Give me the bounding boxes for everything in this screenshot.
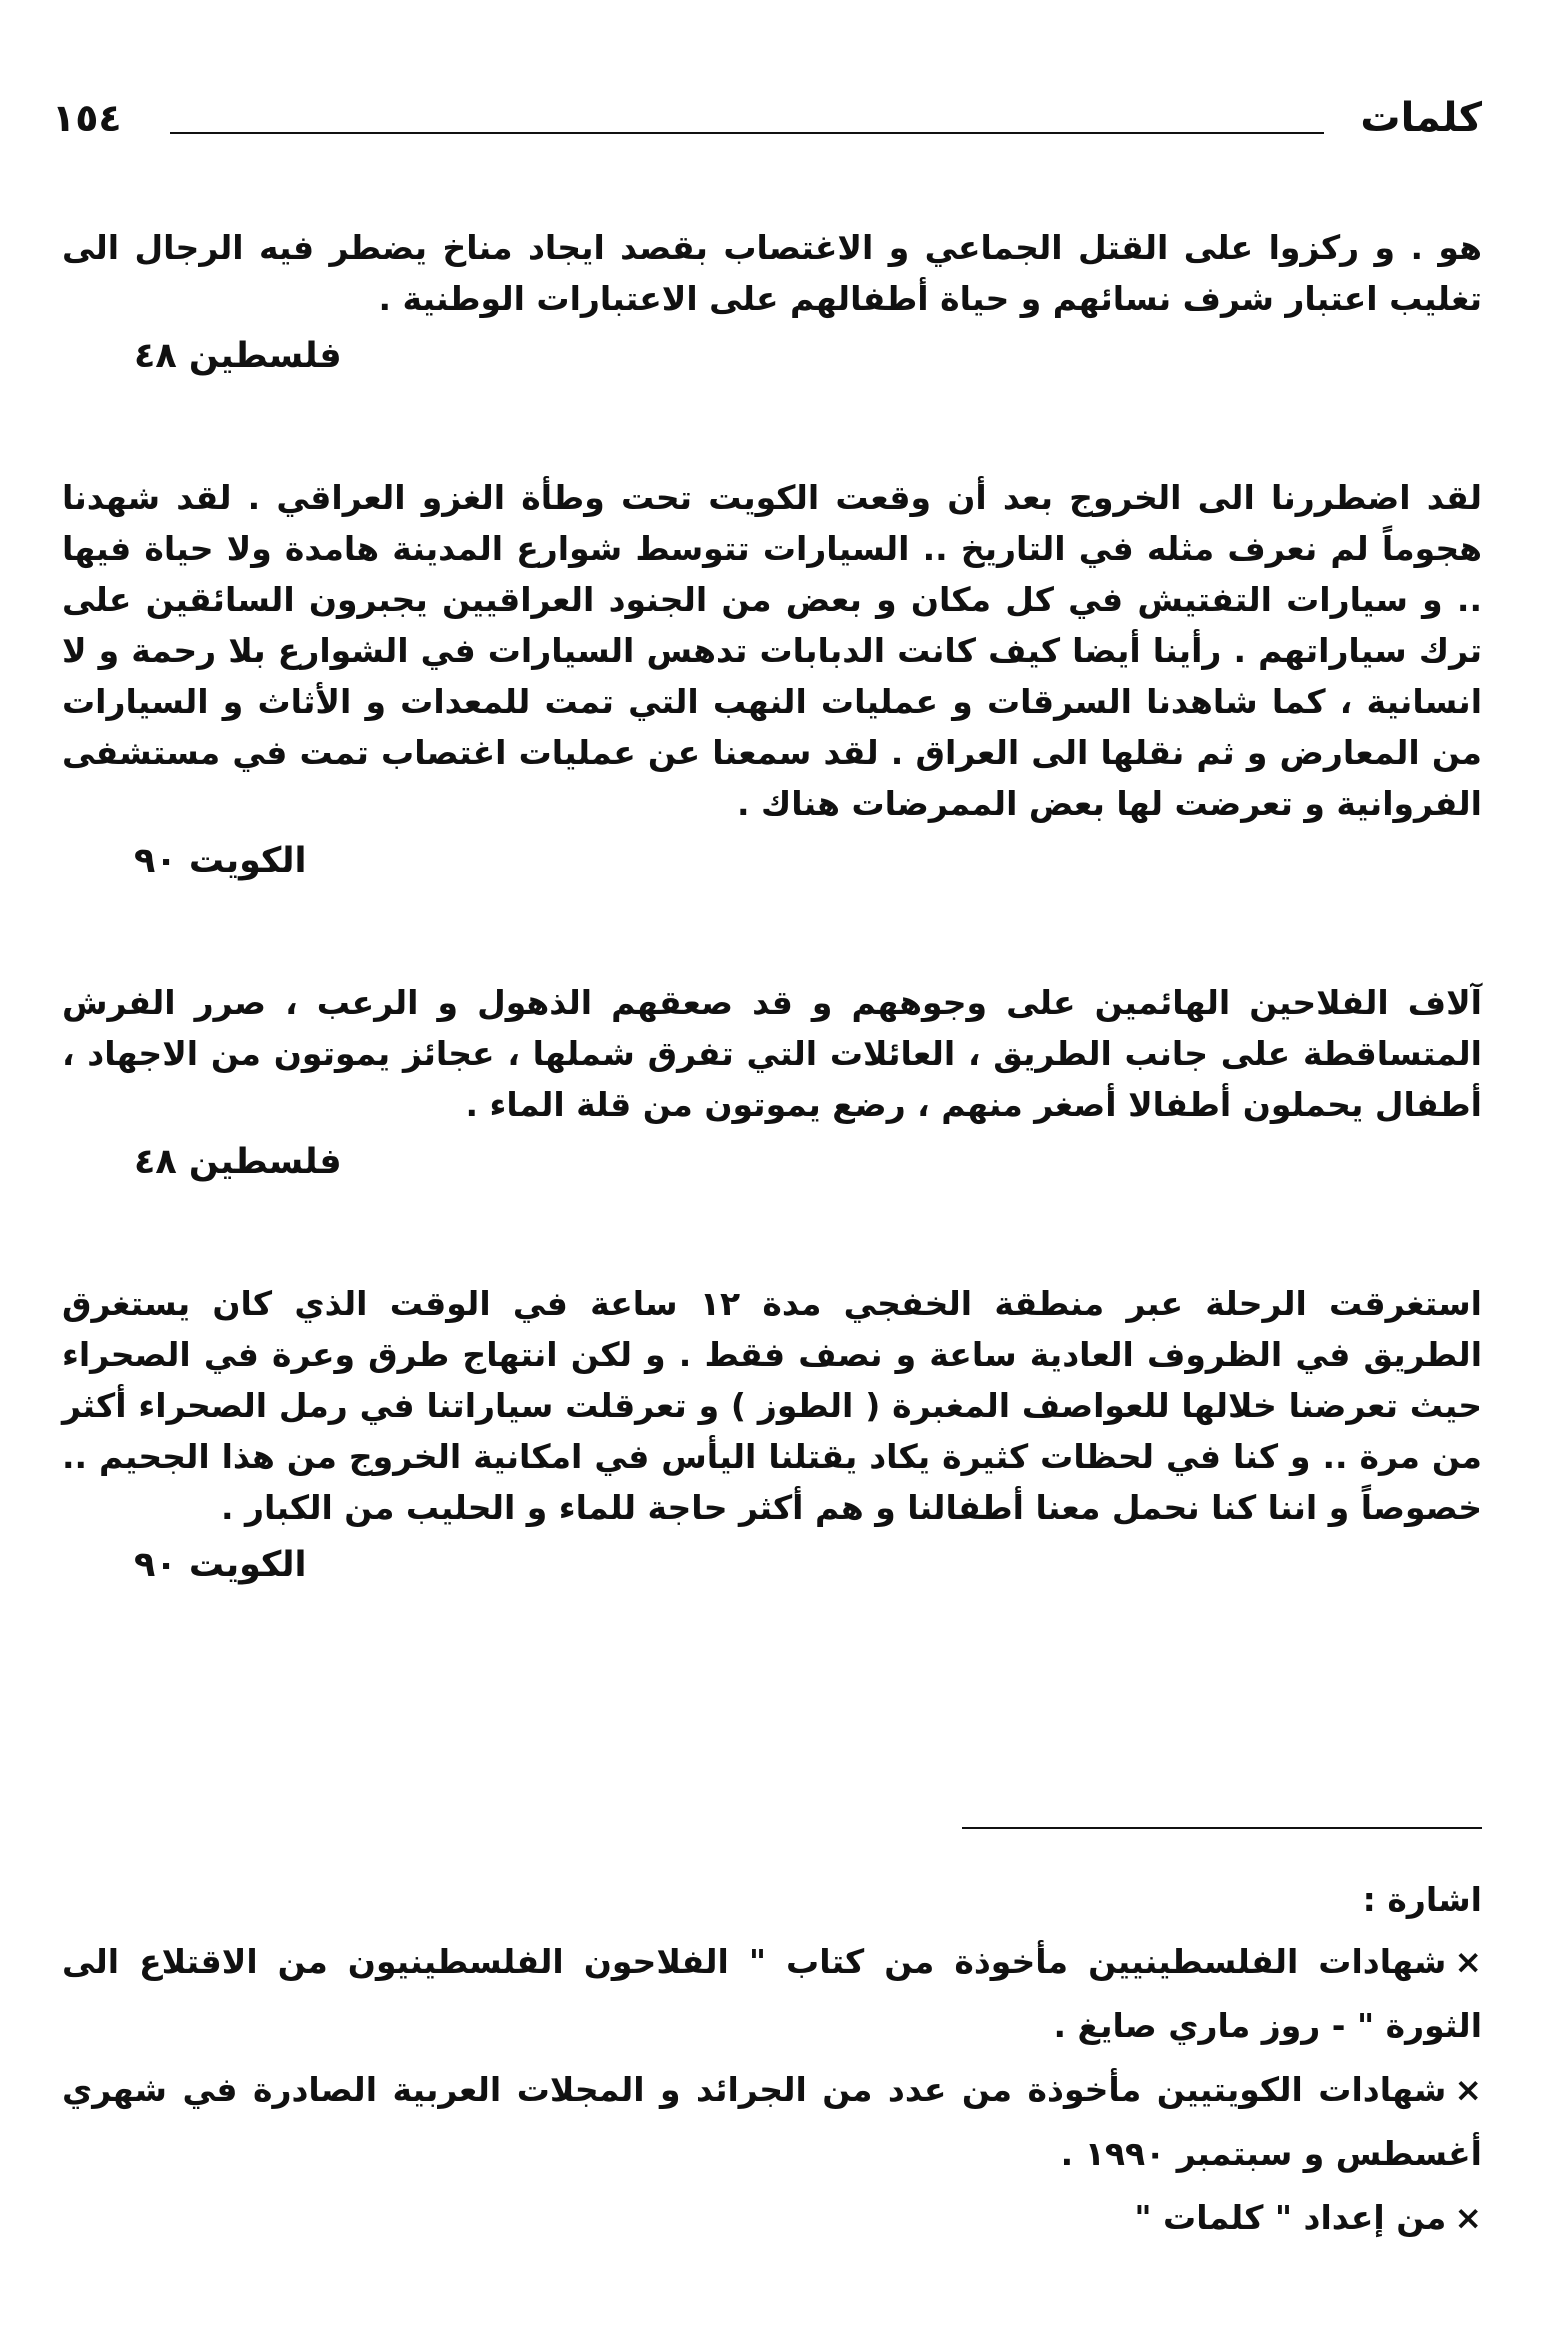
footnote-item [62, 1930, 1482, 2058]
testimony-paragraph: لقد اضطررنا الى الخروج بعد أن وقعت الكويت تحت وطأة الغزو العراقي . لقد شهدنا هجوماً لم نعرف مثله في التاريخ .. السيارات تتوسط شوارع المدينة هامدة ولا حياة فيها .. و سيارات التفتيش في كل مكان و بعض من الجنود العراقيين يجبرون السائقين على ترك سياراتهم . رأينا أيضا كيف كانت الدبابات تدهس السيارات في الشوارع بلا رحمة و لا انسانية ، كما شاهدنا السرقات و عمليات النهب التي تمت للمعدات و الأثاث و السيارات من المعارض و ثم نقلها الى العراق . لقد سمعنا عن عمليات اغتصاب تمت في مستشفى الفروانية و تعرضت لها بعض الممرضات هناك . [62, 478, 1482, 823]
footnote-rule [962, 1827, 1482, 1829]
page-header [52, 92, 1482, 152]
header-rule [170, 132, 1324, 134]
testimony-source: الكويت ٩٠ [134, 841, 307, 881]
bullet-icon: × [1454, 1942, 1482, 1981]
bullet-icon: × [1454, 2070, 1482, 2109]
page-number: ١٥٤ [52, 96, 122, 140]
testimony-source: فلسطين ٤٨ [134, 1142, 342, 1182]
footnote-text: من إعداد " كلمات " [1134, 2198, 1447, 2237]
footnote-text: شهادات الكويتيين مأخوذة من عدد من الجرائد و المجلات العربية الصادرة في شهري أغسطس و سبتمبر ١٩٩٠ . [62, 2070, 1482, 2173]
testimony-paragraph: استغرقت الرحلة عبر منطقة الخفجي مدة ١٢ ساعة في الوقت الذي كان يستغرق الطريق في الظروف العادية ساعة و نصف فقط . و لكن انتهاج طرق وعرة في الصحراء حيث تعرضنا خلالها للعواصف المغبرة ( الطوز ) و تعرقلت سياراتنا في رمل الصحراء أكثر من مرة .. و كنا في لحظات كثيرة يكاد يقتلنا اليأس في امكانية الخروج من هذا الجحيم .. خصوصاً و اننا كنا نحمل معنا أطفالنا و هم أكثر حاجة للماء و الحليب من الكبار . [62, 1284, 1482, 1527]
testimony-paragraph: هو . و ركزوا على القتل الجماعي و الاغتصاب بقصد ايجاد مناخ يضطر فيه الرجال الى تغليب اعتبار شرف نسائهم و حياة أطفالهم على الاعتبارات الوطنية . [62, 228, 1482, 318]
bullet-icon: × [1454, 2198, 1482, 2237]
testimony-source: فلسطين ٤٨ [134, 336, 342, 376]
testimony-paragraph: آلاف الفلاحين الهائمين على وجوههم و قد صعقهم الذهول و الرعب ، صرر الفرش المتساقطة على جانب الطريق ، العائلات التي تفرق شملها ، عجائز يموتون من الاجهاد ، أطفال يحملون أطفالا أصغر منهم ، رضع يموتون من قلة الماء . [62, 983, 1482, 1124]
testimony-source: الكويت ٩٠ [134, 1545, 307, 1585]
footnotes-title: اشارة : [1362, 1880, 1482, 1919]
footnote-item [62, 2186, 1482, 2250]
footnotes [62, 1870, 1482, 2250]
running-title: كلمات [1360, 95, 1482, 141]
page-body [62, 222, 1482, 1593]
footnote-text: شهادات الفلسطينيين مأخوذة من كتاب " الفلاحون الفلسطينيون من الاقتلاع الى الثورة " - روز ماري صايغ . [62, 1942, 1482, 2045]
footnote-item [62, 2058, 1482, 2186]
